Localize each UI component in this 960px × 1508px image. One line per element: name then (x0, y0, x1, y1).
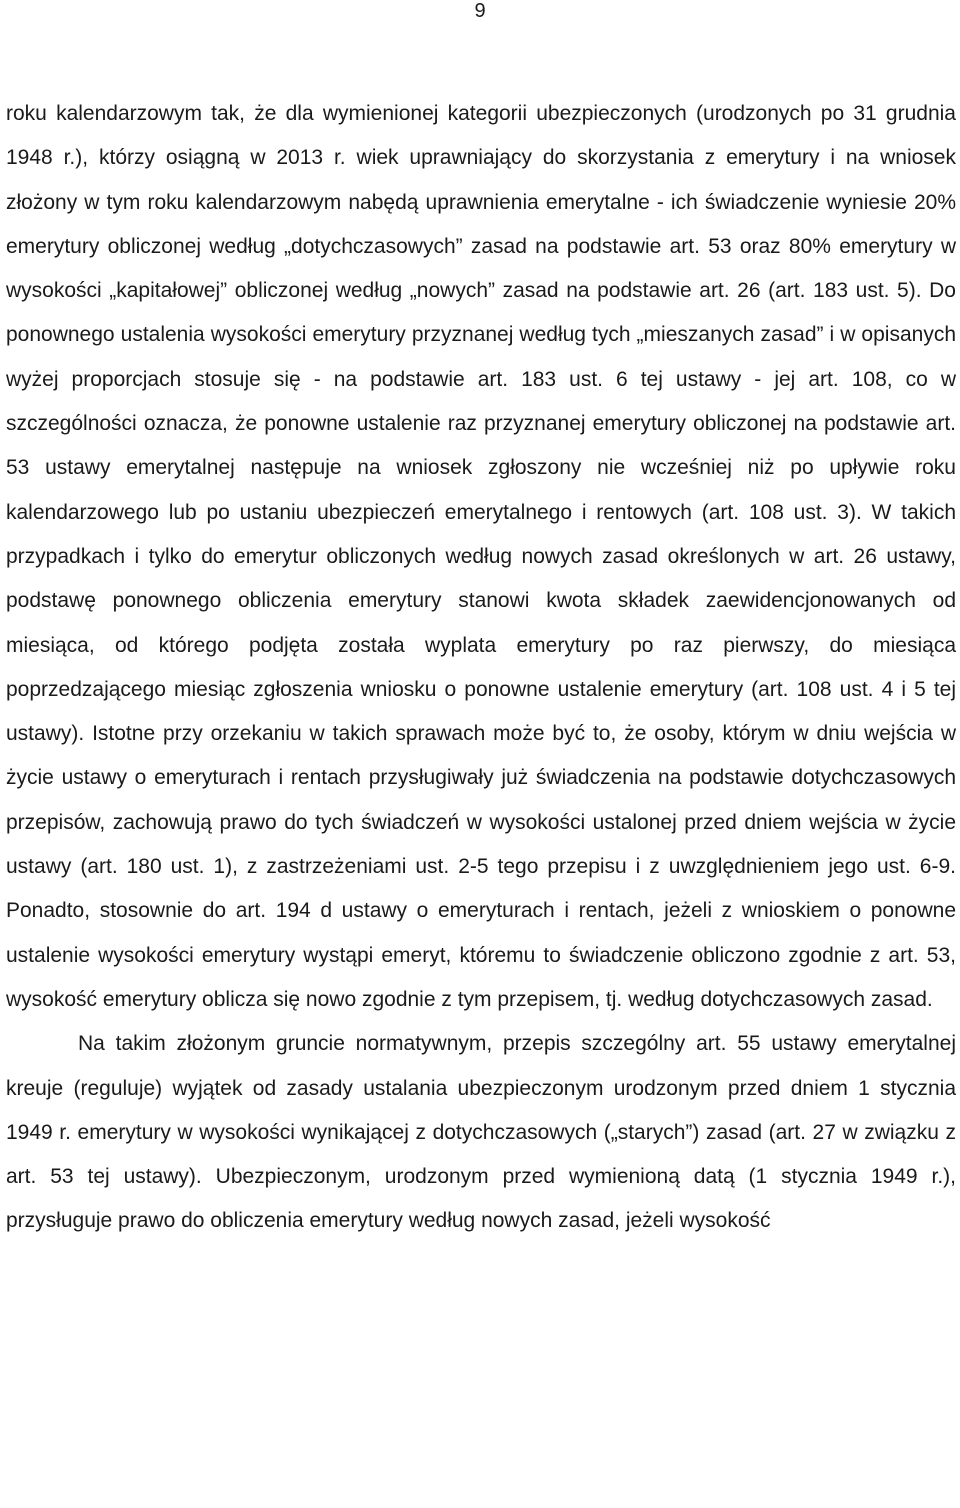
page-number: 9 (474, 0, 486, 22)
paragraph-1: roku kalendarzowym tak, że dla wymienionej kategorii ubezpieczonych (urodzonych po 31 grudnia 1948 r.), którzy osiągną w 2013 r. wiek uprawniający do skorzystania z emerytury i na wniosek złożony w tym roku kalendarzowym nabędą uprawnienia emerytalne - ich świadczenie wyniesie 20% emerytury obliczonej według „dotychczasowych” zasad na podstawie art. 53 oraz 80% emerytury w wysokości „kapitałowej” obliczonej według „nowych” zasad na podstawie art. 26 (art. 183 ust. 5). Do ponownego ustalenia wysokości emerytury przyznanej według tych „mieszanych zasad” i w opisanych wyżej proporcjach stosuje się - na podstawie art. 183 ust. 6 tej ustawy - jej art. 108, co w szczególności oznacza, że ponowne ustalenie raz przyznanej emerytury obliczonej na podstawie art. 53 ustawy emerytalnej następuje na wniosek zgłoszony nie wcześniej niż po upływie roku kalendarzowego lub po ustaniu ubezpieczeń emerytalnego i rentowych (art. 108 ust. 3). W takich przypadkach i tylko do emerytur obliczonych według nowych zasad określonych w art. 26 ustawy, podstawę ponownego obliczenia emerytury stanowi kwota składek zaewidencjonowanych od miesiąca, od którego podjęta została wyplata emerytury po raz pierwszy, do miesiąca poprzedzającego miesiąc zgłoszenia wniosku o ponowne ustalenie emerytury (art. 108 ust. 4 i 5 tej ustawy). Istotne przy orzekaniu w takich sprawach może być to, że osoby, którym w dniu wejścia w życie ustawy o emeryturach i rentach przysługiwały już świadczenia na podstawie dotychczasowych przepisów, zachowują prawo do tych świadczeń w wysokości ustalonej przed dniem wejścia w życie ustawy (art. 180 ust. 1), z zastrzeżeniami ust. 2-5 tego przepisu i z uwzględnieniem jego ust. 6-9. Ponadto, stosownie do art. 194 d ustawy o emeryturach i rentach, jeżeli z wnioskiem o ponowne ustalenie wysokości emerytury wystąpi emeryt, któremu to świadczenie obliczono zgodnie z art. 53, wysokość emerytury oblicza się nowo zgodnie z tym przepisem, tj. według dotychczasowych zasad. (6, 102, 956, 1011)
paragraph-2: Na takim złożonym gruncie normatywnym, przepis szczególny art. 55 ustawy emerytalnej kreuje (reguluje) wyjątek od zasady ustalania ubezpieczonym urodzonym przed dniem 1 stycznia 1949 r. emerytury w wysokości wynikającej z dotychczasowych („starych”) zasad (art. 27 w związku z art. 53 tej ustawy). Ubezpieczonym, urodzonym przed wymienioną datą (1 stycznia 1949 r.), przysługuje prawo do obliczenia emerytury według nowych zasad, jeżeli wysokość (6, 1032, 956, 1233)
document-body (6, 92, 956, 1244)
